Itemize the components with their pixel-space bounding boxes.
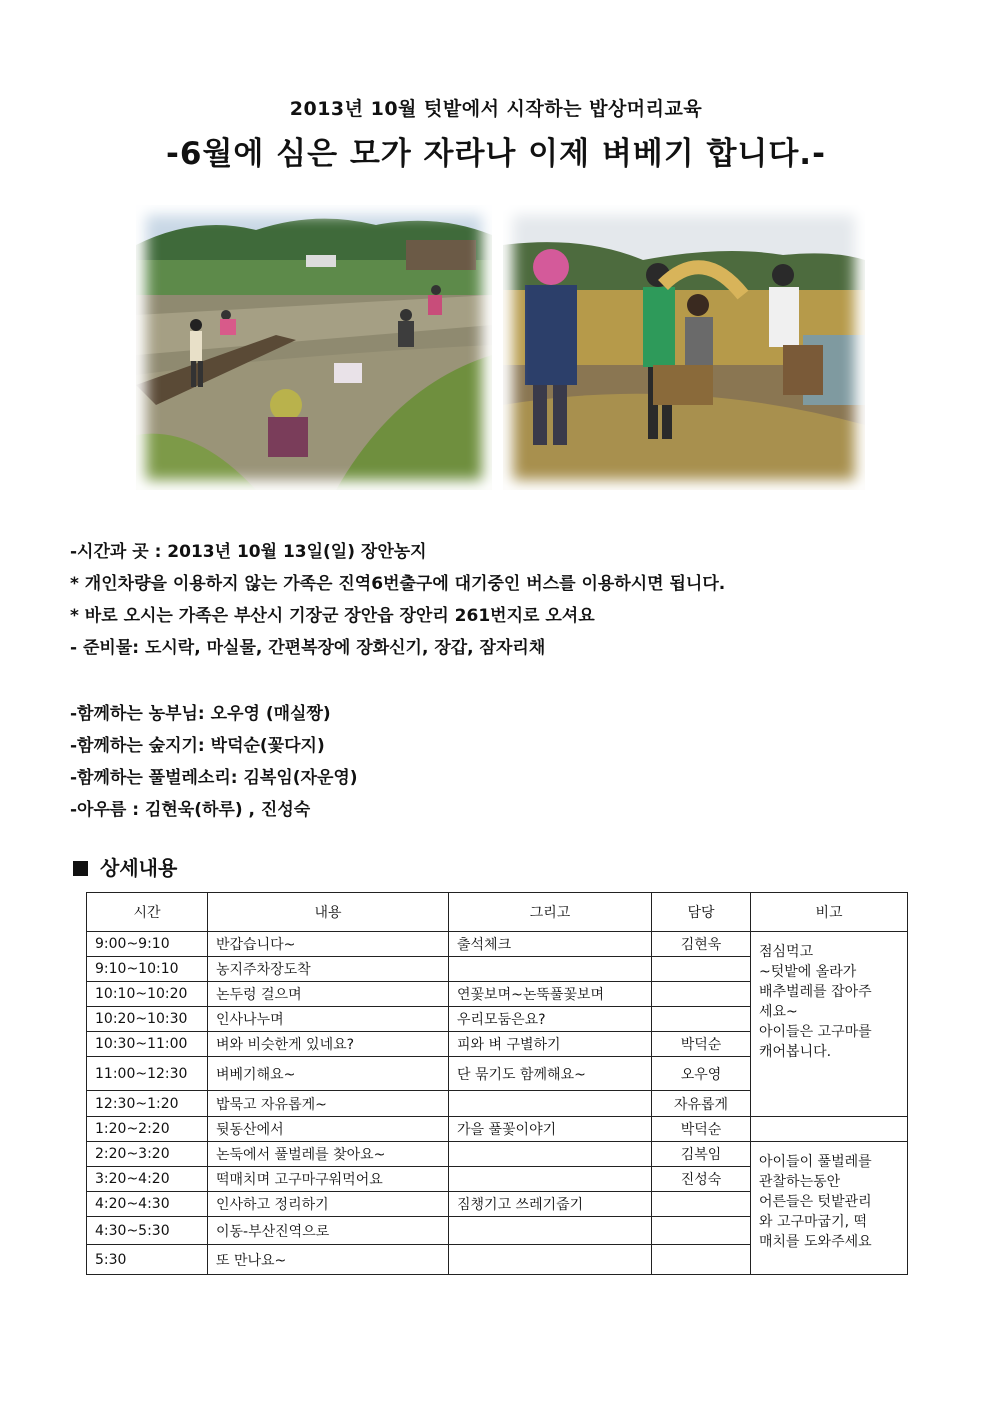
cell-time: 10:20~10:30 — [87, 1007, 208, 1032]
cell-owner: 자유롭게 — [652, 1091, 751, 1117]
cell-content: 떡매치며 고구마구워먹어요 — [208, 1167, 449, 1192]
table-row — [87, 1117, 908, 1142]
cell-content: 벼베기해요~ — [208, 1057, 449, 1091]
header-owner: 담당 — [652, 893, 751, 932]
section-heading — [73, 852, 177, 881]
cell-owner — [652, 1245, 751, 1275]
cell-and: 피와 벼 구별하기 — [449, 1032, 652, 1057]
cell-time: 1:20~2:20 — [87, 1117, 208, 1142]
note-line: 배추벌레를 잡아주 — [759, 984, 872, 1000]
cell-content: 또 만나요~ — [208, 1245, 449, 1275]
event-title: -6월에 심은 모가 자라나 이제 벼베기 합니다.- — [166, 136, 826, 172]
cell-time: 9:10~10:10 — [87, 957, 208, 982]
header-note: 비고 — [751, 893, 908, 932]
cell-owner — [652, 1192, 751, 1217]
time-place: -시간과 곳 : 2013년 10월 13일(일) 장안농지 — [70, 542, 427, 562]
note-line: 점심먹고 — [759, 944, 814, 960]
cell-and — [449, 1217, 652, 1245]
note-line: 세요~ — [759, 1004, 798, 1020]
square-bullet-icon — [73, 861, 88, 876]
cell-time: 2:20~3:20 — [87, 1142, 208, 1167]
cell-time: 10:30~11:00 — [87, 1032, 208, 1057]
cell-time: 10:10~10:20 — [87, 982, 208, 1007]
table-row — [87, 1142, 908, 1167]
cell-time: 4:20~4:30 — [87, 1192, 208, 1217]
cell-owner — [652, 1007, 751, 1032]
cell-time: 5:30 — [87, 1245, 208, 1275]
organizers: -아우름 : 김현욱(하루) , 진성숙 — [70, 800, 311, 820]
cell-owner: 박덕순 — [652, 1032, 751, 1057]
cell-and — [449, 1167, 652, 1192]
rice-harvest-photo — [503, 205, 865, 490]
cell-time: 4:30~5:30 — [87, 1217, 208, 1245]
cell-and — [449, 1091, 652, 1117]
cell-content: 논둑에서 풀벌레를 찾아요~ — [208, 1142, 449, 1167]
forest-guide: -함께하는 숲지기: 박덕순(꽃다지) — [70, 736, 325, 756]
section-heading-label: 상세내용 — [100, 856, 178, 880]
cell-owner — [652, 982, 751, 1007]
rice-planting-photo — [136, 205, 492, 490]
cell-time: 3:20~4:20 — [87, 1167, 208, 1192]
note-empty — [751, 1117, 908, 1142]
note-morning — [751, 932, 908, 1117]
note-line: 어른들은 텃밭관리 — [759, 1194, 872, 1210]
cell-content: 인사하고 정리하기 — [208, 1192, 449, 1217]
cell-owner: 김현욱 — [652, 932, 751, 957]
insect-guide: -함께하는 풀벌레소리: 김복임(자운영) — [70, 768, 358, 788]
cell-time: 12:30~1:20 — [87, 1091, 208, 1117]
cell-and — [449, 1245, 652, 1275]
cell-owner: 오우영 — [652, 1057, 751, 1091]
note-line: 매치를 도와주세요 — [759, 1234, 872, 1250]
cell-owner — [652, 1217, 751, 1245]
cell-owner: 김복임 — [652, 1142, 751, 1167]
cell-owner: 박덕순 — [652, 1117, 751, 1142]
cell-content: 뒷동산에서 — [208, 1117, 449, 1142]
header-time: 시간 — [87, 893, 208, 932]
header-and: 그리고 — [449, 893, 652, 932]
cell-content: 인사나누며 — [208, 1007, 449, 1032]
cell-owner: 진성숙 — [652, 1167, 751, 1192]
cell-content: 논두렁 걸으며 — [208, 982, 449, 1007]
cell-content: 농지주차장도착 — [208, 957, 449, 982]
cell-content: 이동-부산진역으로 — [208, 1217, 449, 1245]
table-row — [87, 932, 908, 957]
header-content: 내용 — [208, 893, 449, 932]
cell-and: 출석체크 — [449, 932, 652, 957]
cell-and — [449, 1142, 652, 1167]
cell-and: 짐챙기고 쓰레기줍기 — [449, 1192, 652, 1217]
cell-and: 우리모둠은요? — [449, 1007, 652, 1032]
schedule-table — [86, 892, 908, 1275]
note-line: 아이들이 풀벌레를 — [759, 1154, 872, 1170]
supplies: - 준비물: 도시락, 마실물, 간편복장에 장화신기, 장갑, 잠자리채 — [70, 638, 546, 658]
cell-and: 단 묶기도 함께해요~ — [449, 1057, 652, 1091]
cell-and: 연꽃보며~논뚝풀꽃보며 — [449, 982, 652, 1007]
cell-content: 밥묵고 자유롭게~ — [208, 1091, 449, 1117]
note-line: 캐어봅니다. — [759, 1044, 832, 1060]
cell-time: 9:00~9:10 — [87, 932, 208, 957]
cell-and — [449, 957, 652, 982]
note-line: ~텃밭에 올라가 — [759, 964, 857, 980]
cell-and: 가을 풀꽃이야기 — [449, 1117, 652, 1142]
cell-content: 반갑습니다~ — [208, 932, 449, 957]
farmer: -함께하는 농부님: 오우영 (매실짱) — [70, 704, 331, 724]
note-line: 아이들은 고구마를 — [759, 1024, 872, 1040]
note-line: 와 고구마굽기, 떡 — [759, 1214, 868, 1230]
table-header-row — [87, 893, 908, 932]
event-subtitle: 2013년 10월 텃밭에서 시작하는 밥상머리교육 — [289, 98, 703, 120]
direct-note: * 바로 오시는 가족은 부산시 기장군 장안읍 장안리 261번지로 오셔요 — [70, 606, 595, 626]
note-afternoon — [751, 1142, 908, 1275]
bus-note: * 개인차량을 이용하지 않는 가족은 진역6번출구에 대기중인 버스를 이용하시면 됩니다. — [70, 574, 726, 594]
event-info — [70, 536, 725, 826]
note-line: 관찰하는동안 — [759, 1174, 841, 1190]
cell-time: 11:00~12:30 — [87, 1057, 208, 1091]
cell-owner — [652, 957, 751, 982]
cell-content: 벼와 비슷한게 있네요? — [208, 1032, 449, 1057]
